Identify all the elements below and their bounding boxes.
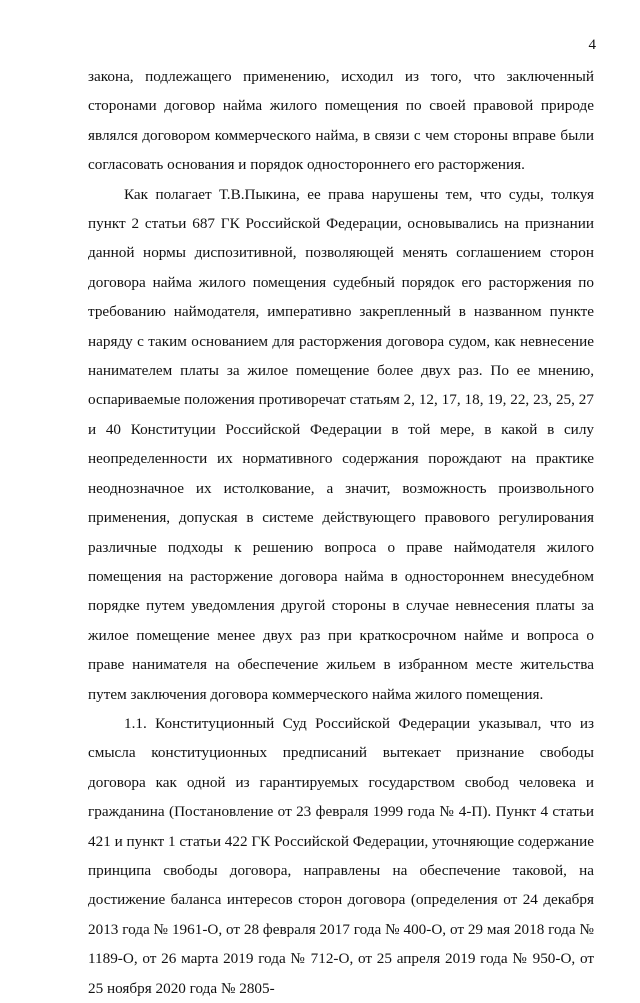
paragraph-applicant-position: Как полагает Т.В.Пыкина, ее права нарушены тем, что суды, толкуя пункт 2 статьи 687 ГК Российской Федерации, основывались на признании данной нормы диспозитивной, позволяющей менять соглашением сторон договора найма жилого помещения судебный порядок его расторжения по требованию наймодателя, императивно закрепленный в названном пункте наряду с таким основанием для расторжения договора судом, как невнесение нанимателем платы за жилое помещение более двух раз. По ее мнению, оспариваемые положения противоречат статьям 2, 12, 17, 18, 19, 22, 23, 25, 27 и 40 Конституции Российской Федерации в той мере, в какой в силу неопределенности их нормативного содержания порождают на практике неоднозначное их истолкование, а значит, возможность произвольного применения, допуская в системе действующего правового регулирования различные подходы к решению вопроса о праве наймодателя жилого помещения на расторжение договора найма в одностороннем внесудебном порядке путем уведомления другой стороны в случае невнесения платы за жилое помещение менее двух раз при краткосрочном найме и вопроса о праве нанимателя на обеспечение жильем в избранном месте жительства путем заключения договора коммерческого найма жилого помещения. [88,185,594,703]
paragraph-continuation: закона, подлежащего применению, исходил из того, что заключенный сторонами договор найма жилого помещения по своей правовой природе являлся договором коммерческого найма, в связи с чем стороны вправе были согласовать основания и порядок одностороннего его расторжения. [88,68,594,174]
page-number: 4 [588,37,596,53]
paragraph-court-reasoning-1-1: 1.1. Конституционный Суд Российской Федерации указывал, что из смысла конституционных предписаний вытекает признание свободы договора как одной из гарантируемых государством свобод человека и гражданина (Постановление от 23 февраля 1999 года № 4-П). Пункт 4 статьи 421 и пункт 1 статьи 422 ГК Российской Федерации, уточняющие содержание принципа свободы договора, направлены на обеспечение таковой, на достижение баланса интересов сторон договора (определения от 24 декабря 2013 года № 1961-О, от 28 февраля 2017 года № 400-О, от 29 мая 2018 года № 1189-О, от 26 марта 2019 года № 712-О, от 25 апреля 2019 года № 950-О, от 25 ноября 2020 года № 2805- [88,714,594,997]
document-body [88,62,594,1003]
